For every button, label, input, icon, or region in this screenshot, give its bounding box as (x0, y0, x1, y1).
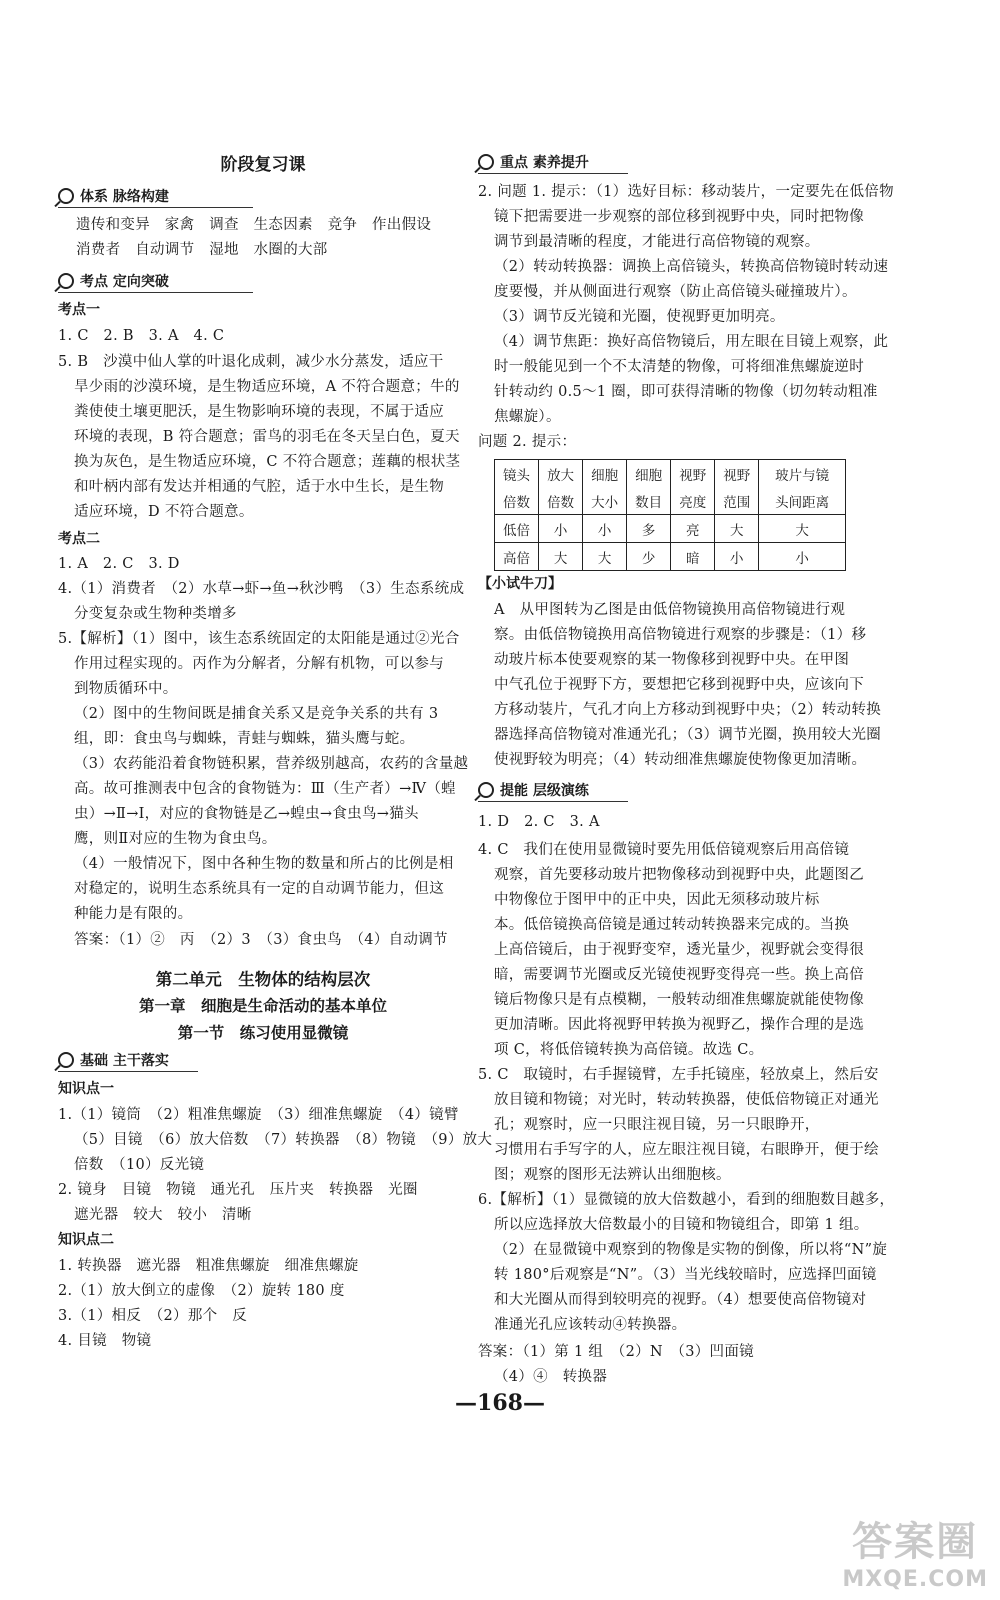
text-line: （2）转动转换器：调换上高倍镜头，转换高倍物镜时转动速 (494, 259, 889, 275)
text-line: 到物质循环中。 (74, 681, 178, 697)
section-title: 第一节 练习使用显微镜 (177, 1023, 349, 1042)
text-line: 1.（1）镜筒 （2）粗准焦螺旋 （3）细准焦螺旋 （4）镜臂 (58, 1107, 459, 1123)
table-cell: 小 (715, 543, 759, 571)
text-line: 消费者 自动调节 湿地 水圈的大部 (76, 242, 328, 258)
magnifier-icon (58, 273, 74, 289)
text-line: 中气孔位于视野下方，要想把它移到视野中央，应该向下 (494, 677, 864, 693)
text-line: 环境的表现，B 符合题意；雷鸟的羽毛在冬天呈白色，夏天 (74, 429, 460, 445)
table-cell: 范围 (715, 487, 759, 515)
text-line: 遗传和变异 家禽 调查 生态因素 竞争 作出假设 (76, 217, 432, 233)
text-line: 动玻片标本使要观察的某一物像移到视野中央。在甲图 (494, 652, 850, 668)
text-line: 鹰，则Ⅱ对应的生物为食虫鸟。 (74, 831, 277, 847)
text-line: 5. C 取镜时，右手握镜臂，左手托镜座，轻放桌上，然后安 (478, 1067, 879, 1083)
text-line: 4. C 我们在使用显微镜时要先用低倍镜观察后用高倍镜 (478, 842, 850, 858)
magnifier-icon (58, 1052, 74, 1068)
subheading-zs2: 知识点二 (58, 1232, 114, 1248)
table-cell: 镜头 (495, 460, 539, 488)
text-line: 适应环境，D 不符合题意。 (74, 504, 254, 520)
text-line: 4. 目镜 物镜 (58, 1333, 152, 1349)
text-line: 本。低倍镜换高倍镜是通过转动转换器来完成的。当换 (494, 917, 850, 933)
text-line: 时一般能见到一个不太清楚的物像，可将细准焦螺旋逆时 (494, 359, 864, 375)
text-line: （4）一般情况下，图中各种生物的数量和所占的比例是相 (74, 856, 454, 872)
subheading-kd1: 考点一 (58, 302, 100, 318)
text-line: 察。由低倍物镜换用高倍物镜进行观察的步骤是：（1）移 (494, 627, 867, 643)
table-cell: 倍数 (495, 487, 539, 515)
text-line: 遮光器 较大 较小 清晰 (74, 1207, 252, 1223)
table-cell: 数目 (627, 487, 671, 515)
text-line: 图；观察的图形无法辨认出细胞核。 (494, 1167, 731, 1183)
text-line: 种能力是有限的。 (74, 906, 193, 922)
text-line: 虫）→Ⅱ→Ⅰ，对应的食物链是乙→蝗虫→食虫鸟→猫头 (74, 806, 419, 822)
page-number: —168— (455, 1390, 545, 1416)
text-line: （3）调节反光镜和光圈，使视野更加明亮。 (494, 309, 785, 325)
text-line: 组，即：食虫鸟与蜘蛛，青蛙与蜘蛛，猫头鹰与蛇。 (74, 731, 415, 747)
text-line: 镜后物像只是有点模糊，一般转动细准焦螺旋就能使物像 (494, 992, 864, 1008)
table-cell: 玻片与镜 (759, 460, 846, 488)
text-line: 换为灰色，是生物适应环境，C 不符合题意；莲藕的根状茎 (74, 454, 461, 470)
table-row (495, 487, 846, 515)
table-cell: 大小 (583, 487, 627, 515)
text-line: （4）调节焦距：换好高倍物镜后，用左眼在目镜上观察，此 (494, 334, 889, 350)
table-cell: 小 (759, 543, 846, 571)
text-line: 焦螺旋）。 (494, 409, 561, 425)
table-cell: 少 (627, 543, 671, 571)
answer-line: 答案：（1）第 1 组 （2）N （3）凹面镜 (478, 1344, 754, 1360)
table-cell: 暗 (671, 543, 715, 571)
text-line: 更加清晰。因此将视野甲转换为视野乙，操作合理的是选 (494, 1017, 864, 1033)
text-line: 旱少雨的沙漠环境，是生物适应环境，A 不符合题意；牛的 (74, 379, 460, 395)
answer-line: 答案：（1）② 丙 （2）3 （3）食虫鸟 （4）自动调节 (74, 932, 448, 948)
text-line: 作用过程实现的。丙作为分解者，分解有机物，可以参与 (74, 656, 444, 672)
text-line: 6.【解析】（1）显微镜的放大倍数越小，看到的细胞数目越多， (478, 1192, 895, 1208)
text-line: 镜下把需要进一步观察的部位移到视野中央，同时把物像 (494, 209, 864, 225)
text-line: 方移动装片，气孔才向上方移动到视野中央；（2）转动转换 (494, 702, 882, 718)
table-cell: 大 (715, 515, 759, 543)
watermark-logo: 答案圈 MXQE.COM (842, 1519, 988, 1592)
text-line: 2.（1）放大倒立的虚像 （2）旋转 180 度 (58, 1283, 345, 1299)
section-header-points: 考点 定向突破 (58, 271, 253, 293)
section-header-basic: 基础 主干落实 (58, 1050, 198, 1072)
table-cell: 小 (583, 515, 627, 543)
microscope-table (494, 459, 846, 571)
text-line: 2. 镜身 目镜 物镜 通光孔 压片夹 转换器 光圈 (58, 1182, 418, 1198)
text-line: 5. B 沙漠中仙人掌的叶退化成刺，减少水分蒸发，适应干 (58, 354, 444, 370)
table-cell: 高倍 (495, 543, 539, 571)
table-cell: 大 (759, 515, 846, 543)
table-cell: 放大 (539, 460, 583, 488)
text-line: 中物像位于图甲中的正中央，因此无须移动玻片标 (494, 892, 820, 908)
section-header-practice: 提能 层级演练 (478, 780, 628, 802)
subheading-xs: 【小试牛刀】 (478, 576, 562, 592)
text-line: 调节到最清晰的程度，才能进行高倍物镜的观察。 (494, 234, 820, 250)
text-line: 和大光圈从而得到较明亮的视野。（4）想要使高倍物镜对 (494, 1292, 867, 1308)
table-cell: 大 (539, 543, 583, 571)
text-line: 转 180°后观察是“N”。（3）当光线较暗时，应选择凹面镜 (494, 1267, 877, 1283)
table-cell: 细胞 (627, 460, 671, 488)
text-line: 5.【解析】（1）图中，该生态系统固定的太阳能是通过②光合 (58, 631, 460, 647)
text-line: A 从甲图转为乙图是由低倍物镜换用高倍物镜进行观 (494, 602, 846, 618)
text-line: 2. 问题 1. 提示：（1）选好目标：移动装片，一定要先在低倍物 (478, 184, 894, 200)
text-line: 孔；观察时，应一只眼注视目镜，另一只眼睁开， (494, 1117, 820, 1133)
text-line: 器选择高倍物镜对准通光孔；（3）调节光圈，换用较大光圈 (494, 727, 882, 743)
text-line: 暗，需要调节光圈或反光镜使视野变得亮一些。换上高倍 (494, 967, 864, 983)
text-line: 观察，首先要移动玻片把物像移动到视野中央，此题图乙 (494, 867, 864, 883)
text-line: 1. A 2. C 3. D (58, 556, 180, 572)
text-line: 4.（1）消费者 （2）水草→虾→鱼→秋沙鸭 （3）生态系统成 (58, 581, 465, 597)
text-line: 粪使使土壤更肥沃，是生物影响环境的表现，不属于适应 (74, 404, 444, 420)
table-cell: 多 (627, 515, 671, 543)
subheading-kd2: 考点二 (58, 531, 100, 547)
text-line: 分变复杂或生物种类增多 (74, 606, 237, 622)
table-row (495, 543, 846, 571)
text-line: 放目镜和物镜；对光时，转动转换器，使低倍物镜正对通光 (494, 1092, 879, 1108)
text-line: 习惯用右手写字的人，应左眼注视目镜，右眼睁开，便于绘 (494, 1142, 879, 1158)
table-cell: 细胞 (583, 460, 627, 488)
text-line: 所以应选择放大倍数最小的目镜和物镜组合，即第 1 组。 (494, 1217, 869, 1233)
text-line: 1. D 2. C 3. A (478, 814, 600, 830)
table-cell: 视野 (715, 460, 759, 488)
answer-line: （4）④ 转换器 (494, 1369, 608, 1385)
text-line: 对稳定的，说明生态系统具有一定的自动调节能力，但这 (74, 881, 444, 897)
chapter-title: 第一章 细胞是生命活动的基本单位 (138, 996, 387, 1015)
text-line: 和叶柄内部有发达并相通的气腔，适于水中生长，是生物 (74, 479, 444, 495)
text-line: 项 C，将低倍镜转换为高倍镜。故选 C。 (494, 1042, 764, 1058)
unit-title: 第二单元 生物体的结构层次 (155, 970, 371, 989)
section-header-key: 重点 素养提升 (478, 152, 628, 174)
table-cell: 倍数 (539, 487, 583, 515)
table-cell: 头间距离 (759, 487, 846, 515)
text-line: 1. 转换器 遮光器 粗准焦螺旋 细准焦螺旋 (58, 1258, 359, 1274)
text-line: 倍数 （10）反光镜 (74, 1157, 205, 1173)
text-line: （5）目镜 （6）放大倍数 （7）转换器 （8）物镜 （9）放大 (74, 1132, 493, 1148)
subheading-zs1: 知识点一 (58, 1081, 114, 1097)
text-line: （3）农药能沿着食物链积累，营养级别越高，农药的含量越 (74, 756, 469, 772)
table-cell: 低倍 (495, 515, 539, 543)
text-line: 准通光孔应该转动④转换器。 (494, 1317, 687, 1333)
text-line: （2）在显微镜中观察到的物像是实物的倒像，所以将“N”旋 (494, 1242, 888, 1258)
text-line: 1. C 2. B 3. A 4. C (58, 328, 225, 344)
magnifier-icon (478, 154, 494, 170)
table-cell: 视野 (671, 460, 715, 488)
text-line: （2）图中的生物间既是捕食关系又是竞争关系的共有 3 (74, 706, 439, 722)
section-header-system: 体系 脉络构建 (58, 186, 253, 208)
magnifier-icon (58, 188, 74, 204)
page-title: 阶段复习课 (220, 155, 306, 175)
magnifier-icon (478, 782, 494, 798)
text-line: 针转动约 0.5～1 圈，即可获得清晰的物像（切勿转动粗准 (494, 384, 878, 400)
table-cell: 大 (583, 543, 627, 571)
table-row (495, 515, 846, 543)
text-line: 度要慢，并从侧面进行观察（防止高倍镜头碰撞玻片）。 (494, 284, 857, 300)
text-line: 高。故可推测表中包含的食物链为：Ⅲ（生产者）→Ⅳ（蝗 (74, 781, 456, 797)
text-line: 3.（1）相反 （2）那个 反 (58, 1308, 248, 1324)
table-row (495, 460, 846, 488)
text-line: 上高倍镜后，由于视野变窄，透光量少，视野就会变得很 (494, 942, 864, 958)
text-line: 使视野较为明亮；（4）转动细准焦螺旋使物像更加清晰。 (494, 752, 867, 768)
text-line: 问题 2. 提示： (478, 434, 577, 450)
table-cell: 亮 (671, 515, 715, 543)
table-cell: 亮度 (671, 487, 715, 515)
table-cell: 小 (539, 515, 583, 543)
